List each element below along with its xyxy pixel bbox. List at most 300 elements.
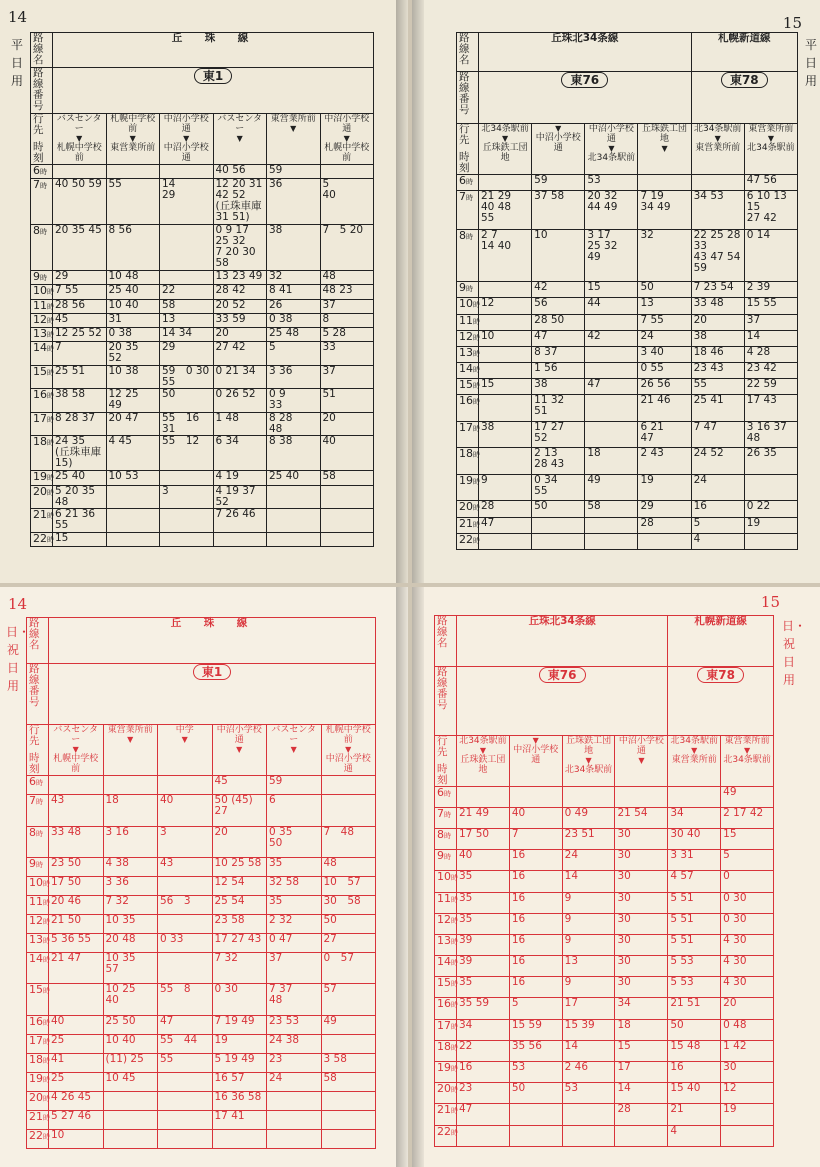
minute-cell: 50 bbox=[321, 915, 376, 934]
minute-cell: 5 bbox=[721, 850, 774, 871]
minute-cell: 16 bbox=[457, 1062, 510, 1083]
hour-number: 7 bbox=[437, 806, 444, 820]
minute-cell: 30 bbox=[615, 913, 668, 934]
minute-cell: 5 bbox=[267, 342, 321, 366]
minute-cell: 15 bbox=[615, 1040, 668, 1061]
minute-cell: 40 bbox=[457, 850, 510, 871]
sub-destination-name: 中沼小学校通 bbox=[325, 754, 371, 775]
sub-destination-name: 札幌中学校前 bbox=[324, 142, 370, 163]
title-row bbox=[27, 618, 376, 664]
minute-cell: 1 48 bbox=[213, 412, 267, 436]
hour-number: 6 bbox=[437, 785, 444, 799]
minute-cell: 4 bbox=[691, 533, 744, 549]
minute-cell: 0 30 bbox=[721, 892, 774, 913]
hour-cell bbox=[31, 532, 53, 546]
side-label: 日・祝日用 bbox=[782, 619, 807, 687]
minute-cell: 4 30 bbox=[721, 934, 774, 955]
hour-suffix: 時 bbox=[451, 1022, 458, 1031]
hour-suffix: 時 bbox=[40, 182, 47, 191]
destination-cell bbox=[585, 124, 638, 175]
minute-cell: 45 bbox=[212, 776, 267, 795]
hour-suffix: 時 bbox=[473, 333, 480, 342]
minute-cell: 25 40 bbox=[267, 471, 321, 485]
minute-cell bbox=[158, 915, 213, 934]
minute-cell: 58 bbox=[321, 1072, 376, 1091]
hour-row bbox=[27, 795, 376, 826]
arrow-down-icon: ▼ bbox=[661, 144, 668, 154]
hour-number: 20 bbox=[437, 1082, 451, 1096]
timetable bbox=[26, 617, 376, 1149]
minute-cell: 9 bbox=[562, 977, 615, 998]
page-number: 14 bbox=[8, 8, 28, 26]
minute-cell: 28 50 bbox=[532, 314, 585, 330]
hour-row bbox=[31, 485, 374, 509]
hour-row bbox=[457, 421, 798, 448]
minute-cell: 17 43 bbox=[744, 395, 797, 422]
minute-cell bbox=[267, 1129, 322, 1148]
minute-cell bbox=[49, 776, 104, 795]
hour-cell bbox=[31, 365, 53, 389]
minute-cell: 58 bbox=[160, 299, 214, 313]
route-number-cell bbox=[691, 72, 797, 124]
destination-cell bbox=[321, 725, 376, 776]
hour-suffix: 時 bbox=[43, 1094, 50, 1103]
minute-cell: 18 bbox=[103, 795, 158, 826]
destination-cell bbox=[562, 735, 615, 786]
hour-cell bbox=[31, 285, 53, 299]
minute-cell bbox=[267, 1110, 322, 1129]
minute-cell bbox=[103, 1110, 158, 1129]
hour-row bbox=[457, 298, 798, 314]
destination-name: 中沼小学校通 bbox=[588, 124, 634, 145]
arrow-down-icon: ▼ bbox=[532, 735, 539, 745]
hour-row bbox=[435, 892, 774, 913]
minute-cell: 8 37 bbox=[532, 346, 585, 362]
minute-cell: 15 39 bbox=[562, 1019, 615, 1040]
title-row bbox=[31, 33, 374, 68]
sub-destination-name: 北34条駅前 bbox=[564, 764, 613, 775]
hour-row bbox=[435, 1040, 774, 1061]
route-number-row bbox=[435, 667, 774, 735]
hour-suffix: 時 bbox=[47, 316, 54, 325]
hour-row bbox=[31, 342, 374, 366]
minute-cell: 14 bbox=[744, 330, 797, 346]
sub-destination-name: 東営業所前 bbox=[695, 143, 741, 154]
minute-cell: 27 bbox=[321, 934, 376, 953]
hour-cell bbox=[31, 328, 53, 342]
minute-cell: 20 47 bbox=[106, 412, 160, 436]
hour-suffix: 時 bbox=[43, 1113, 50, 1122]
hour-row bbox=[457, 230, 798, 282]
minute-cell: 25 54 bbox=[212, 896, 267, 915]
minute-cell: 28 42 bbox=[213, 285, 267, 299]
minute-cell: 37 bbox=[267, 953, 322, 984]
arrow-down-icon: ▼ bbox=[638, 755, 645, 765]
sub-destination-name: 東営業所前 bbox=[671, 754, 717, 765]
hour-cell bbox=[27, 934, 49, 953]
destination-cell bbox=[615, 735, 668, 786]
hour-suffix: 時 bbox=[43, 1018, 50, 1027]
hour-row bbox=[31, 532, 374, 546]
minute-cell bbox=[267, 485, 321, 509]
minute-cell: 4 30 bbox=[721, 977, 774, 998]
minute-cell: 50 (45) 27 bbox=[212, 795, 267, 826]
minute-cell: 10 bbox=[479, 330, 532, 346]
minute-cell: 32 58 bbox=[267, 877, 322, 896]
title-row bbox=[435, 616, 774, 667]
route-number-badge: 東1 bbox=[194, 68, 232, 84]
hour-row bbox=[27, 1091, 376, 1110]
hour-number: 13 bbox=[437, 933, 451, 947]
hour-number: 9 bbox=[459, 281, 466, 295]
hour-row bbox=[435, 934, 774, 955]
minute-cell: 59 0 30 55 bbox=[160, 365, 214, 389]
hour-suffix: 時 bbox=[473, 477, 480, 486]
hour-row bbox=[435, 828, 774, 849]
hour-suffix: 時 bbox=[473, 301, 480, 310]
minute-cell: 39 bbox=[457, 934, 510, 955]
minute-cell: 20 bbox=[213, 328, 267, 342]
hour-row bbox=[457, 175, 798, 191]
minute-cell: 2 32 bbox=[267, 915, 322, 934]
minute-cell: 6 21 36 55 bbox=[53, 509, 107, 533]
minute-cell: 5 40 bbox=[320, 179, 374, 225]
minute-cell: 5 19 49 bbox=[212, 1053, 267, 1072]
hour-cell bbox=[457, 517, 479, 533]
minute-cell: 35 bbox=[267, 857, 322, 876]
destination-label: 行 先 bbox=[33, 112, 44, 136]
hour-suffix: 時 bbox=[451, 1065, 458, 1074]
minute-cell: 3 bbox=[160, 485, 214, 509]
destination-name: 中沼小学校通 bbox=[324, 113, 370, 134]
minute-cell: 2 43 bbox=[638, 448, 691, 475]
destination-cell bbox=[267, 113, 321, 164]
minute-cell: 55 bbox=[106, 179, 160, 225]
hour-suffix: 時 bbox=[473, 451, 480, 460]
minute-cell: 23 43 bbox=[691, 363, 744, 379]
hour-suffix: 時 bbox=[43, 937, 50, 946]
hour-row bbox=[31, 412, 374, 436]
minute-cell: 30 58 bbox=[321, 896, 376, 915]
minute-cell: 20 46 bbox=[49, 896, 104, 915]
minute-cell: 49 bbox=[721, 786, 774, 807]
hour-suffix: 時 bbox=[40, 228, 47, 237]
destination-cell bbox=[532, 124, 585, 175]
timetable bbox=[30, 32, 374, 547]
timetable bbox=[456, 32, 798, 550]
hour-cell bbox=[31, 342, 53, 366]
minute-cell: 27 42 bbox=[213, 342, 267, 366]
hour-cell bbox=[27, 826, 49, 857]
destination-cell bbox=[212, 725, 267, 776]
minute-cell: 16 57 bbox=[212, 1072, 267, 1091]
minute-cell: 16 36 58 bbox=[212, 1091, 267, 1110]
route-title-2: 札幌新道線 bbox=[668, 616, 774, 667]
minute-cell: 51 bbox=[320, 389, 374, 413]
minute-cell: 25 40 bbox=[53, 471, 107, 485]
minute-cell bbox=[585, 517, 638, 533]
minute-cell: 17 50 bbox=[457, 828, 510, 849]
timetable-page-holiday-kita34 bbox=[412, 587, 820, 1167]
route-title: 丘 珠 線 bbox=[53, 33, 374, 68]
minute-cell: 19 bbox=[721, 1104, 774, 1125]
minute-cell: 33 bbox=[320, 342, 374, 366]
minute-cell: 8 56 bbox=[106, 225, 160, 271]
minute-cell: 5 36 55 bbox=[49, 934, 104, 953]
hour-row bbox=[31, 225, 374, 271]
hour-suffix: 時 bbox=[473, 349, 480, 358]
hour-suffix: 時 bbox=[451, 1107, 458, 1116]
hour-cell bbox=[31, 313, 53, 327]
hour-suffix: 時 bbox=[43, 1037, 50, 1046]
hour-cell bbox=[457, 346, 479, 362]
hour-row bbox=[31, 179, 374, 225]
minute-cell bbox=[638, 533, 691, 549]
hour-number: 14 bbox=[33, 341, 47, 355]
destination-name: 北34条駅前 bbox=[459, 735, 507, 746]
minute-cell: 10 45 bbox=[103, 1072, 158, 1091]
destination-cell bbox=[668, 735, 721, 786]
minute-cell bbox=[585, 421, 638, 448]
hour-number: 7 bbox=[33, 178, 40, 192]
minute-cell: 17 bbox=[615, 1062, 668, 1083]
minute-cell: 15 bbox=[585, 282, 638, 298]
minute-cell: 49 bbox=[321, 1015, 376, 1034]
minute-cell: 8 41 bbox=[267, 285, 321, 299]
arrow-down-icon: ▼ bbox=[691, 745, 698, 755]
destination-row bbox=[27, 725, 376, 776]
minute-cell: 53 bbox=[509, 1062, 562, 1083]
minute-cell bbox=[49, 984, 104, 1015]
hour-number: 9 bbox=[33, 270, 40, 283]
minute-cell: 28 bbox=[638, 517, 691, 533]
timetable-page-weekday-okadama bbox=[0, 0, 408, 583]
minute-cell: 7 19 49 bbox=[212, 1015, 267, 1034]
hour-number: 12 bbox=[29, 914, 43, 928]
minute-cell: 20 bbox=[320, 412, 374, 436]
hour-cell bbox=[27, 1015, 49, 1034]
minute-cell: 12 25 49 bbox=[106, 389, 160, 413]
minute-cell: 20 52 bbox=[213, 299, 267, 313]
hour-cell bbox=[457, 230, 479, 282]
side-label: 平日用 bbox=[804, 38, 817, 88]
minute-cell: 16 bbox=[509, 913, 562, 934]
minute-cell: 6 21 47 bbox=[638, 421, 691, 448]
route-number-badge: 東78 bbox=[697, 667, 744, 683]
hour-row bbox=[31, 164, 374, 178]
minute-cell: 17 27 52 bbox=[532, 421, 585, 448]
minute-cell: 16 bbox=[691, 501, 744, 517]
hour-suffix: 時 bbox=[36, 798, 43, 807]
minute-cell bbox=[479, 448, 532, 475]
hour-cell bbox=[27, 857, 49, 876]
minute-cell: 16 bbox=[509, 850, 562, 871]
destination-time-label bbox=[31, 113, 53, 164]
minute-cell: 16 bbox=[509, 956, 562, 977]
sub-destination-name: 北34条駅前 bbox=[723, 754, 771, 765]
hour-cell bbox=[31, 225, 53, 271]
minute-cell: 18 bbox=[585, 448, 638, 475]
minute-cell bbox=[158, 877, 213, 896]
minute-cell: 2 39 bbox=[744, 282, 797, 298]
minute-cell: 23 bbox=[457, 1083, 510, 1104]
hour-suffix: 時 bbox=[451, 1001, 458, 1010]
hour-suffix: 時 bbox=[47, 345, 54, 354]
minute-cell: 37 58 bbox=[532, 191, 585, 230]
hour-number: 17 bbox=[459, 420, 473, 434]
destination-name: 札幌中学校前 bbox=[110, 113, 156, 134]
page-gutter bbox=[396, 587, 408, 1167]
hour-suffix: 時 bbox=[40, 274, 47, 282]
minute-cell: 28 bbox=[479, 501, 532, 517]
destination-name: バスセンター bbox=[56, 113, 102, 134]
hour-cell bbox=[457, 379, 479, 395]
hour-cell bbox=[457, 298, 479, 314]
destination-name: 中学 bbox=[175, 725, 194, 736]
minute-cell: 50 bbox=[668, 1019, 721, 1040]
minute-cell: 4 45 bbox=[106, 436, 160, 471]
destination-name: 中沼小学校通 bbox=[163, 113, 209, 134]
hour-cell bbox=[457, 533, 479, 549]
sub-destination-name: 東営業所前 bbox=[110, 142, 156, 153]
minute-cell: 47 bbox=[532, 330, 585, 346]
hour-number: 18 bbox=[459, 447, 473, 461]
hour-suffix: 時 bbox=[473, 424, 480, 433]
page-number: 15 bbox=[760, 593, 780, 611]
hour-number: 20 bbox=[459, 500, 473, 514]
destination-cell bbox=[638, 124, 691, 175]
hour-row bbox=[27, 776, 376, 795]
minute-cell: 40 50 59 bbox=[53, 179, 107, 225]
route-number-cell bbox=[457, 667, 668, 735]
minute-cell: 37 bbox=[320, 365, 374, 389]
destination-name: 中沼小学校通 bbox=[216, 725, 262, 746]
minute-cell bbox=[615, 786, 668, 807]
minute-cell: 4 19 bbox=[213, 471, 267, 485]
minute-cell: 49 bbox=[585, 474, 638, 501]
minute-cell: 22 bbox=[160, 285, 214, 299]
minute-cell: 24 35 (丘珠車庫 15) bbox=[53, 436, 107, 471]
hour-suffix: 時 bbox=[451, 959, 458, 968]
hour-cell bbox=[31, 485, 53, 509]
hour-cell bbox=[457, 474, 479, 501]
hour-suffix: 時 bbox=[47, 535, 54, 544]
minute-cell: 12 54 bbox=[212, 877, 267, 896]
hour-suffix: 時 bbox=[43, 880, 50, 888]
hour-suffix: 時 bbox=[451, 1086, 458, 1095]
route-name-label: 路線名 bbox=[31, 33, 53, 68]
hour-number: 15 bbox=[437, 976, 451, 990]
hour-number: 12 bbox=[459, 329, 473, 343]
hour-suffix: 時 bbox=[47, 488, 54, 497]
arrow-down-icon: ▼ bbox=[714, 134, 721, 144]
minute-cell: 16 bbox=[509, 892, 562, 913]
hour-cell bbox=[435, 1019, 457, 1040]
hour-row bbox=[435, 977, 774, 998]
destination-name: 北34条駅前 bbox=[670, 735, 718, 746]
page-number: 15 bbox=[782, 14, 802, 32]
time-label: 時 刻 bbox=[437, 762, 448, 786]
minute-cell: 14 bbox=[562, 1040, 615, 1061]
hour-number: 21 bbox=[459, 516, 473, 530]
destination-name: 札幌中学校前 bbox=[325, 725, 371, 746]
minute-cell: 31 bbox=[106, 313, 160, 327]
destination-row bbox=[435, 735, 774, 786]
minute-cell: 30 bbox=[615, 956, 668, 977]
minute-cell: 7 5 20 bbox=[320, 225, 374, 271]
hour-row bbox=[27, 1110, 376, 1129]
minute-cell: 17 27 43 bbox=[212, 934, 267, 953]
hour-row bbox=[457, 346, 798, 362]
hour-suffix: 時 bbox=[43, 918, 50, 927]
minute-cell: 5 bbox=[509, 998, 562, 1019]
destination-name: 東営業所前 bbox=[724, 735, 770, 746]
minute-cell: 36 bbox=[267, 179, 321, 225]
minute-cell bbox=[320, 485, 374, 509]
hour-suffix: 時 bbox=[473, 317, 480, 326]
minute-cell bbox=[103, 776, 158, 795]
hour-cell bbox=[31, 271, 53, 285]
minute-cell bbox=[479, 175, 532, 191]
minute-cell: 48 bbox=[320, 271, 374, 285]
minute-cell: 25 41 bbox=[691, 395, 744, 422]
hour-number: 13 bbox=[33, 327, 47, 341]
page-number: 14 bbox=[8, 595, 28, 613]
minute-cell: 35 bbox=[457, 871, 510, 892]
minute-cell: 12 25 52 bbox=[53, 328, 107, 342]
hour-cell bbox=[31, 412, 53, 436]
hour-row bbox=[31, 436, 374, 471]
minute-cell: 57 bbox=[321, 984, 376, 1015]
hour-suffix: 時 bbox=[47, 415, 54, 424]
minute-cell: 23 51 bbox=[562, 828, 615, 849]
minute-cell: 23 58 bbox=[212, 915, 267, 934]
minute-cell: 55 8 bbox=[158, 984, 213, 1015]
minute-cell bbox=[321, 776, 376, 795]
hour-suffix: 時 bbox=[43, 1075, 50, 1084]
minute-cell: 25 bbox=[49, 1034, 104, 1053]
minute-cell: 0 38 bbox=[106, 328, 160, 342]
minute-cell bbox=[158, 776, 213, 795]
hour-row bbox=[457, 191, 798, 230]
time-label: 時 刻 bbox=[459, 151, 470, 175]
destination-row bbox=[457, 124, 798, 175]
minute-cell: 24 52 bbox=[691, 448, 744, 475]
minute-cell bbox=[479, 314, 532, 330]
minute-cell bbox=[585, 314, 638, 330]
minute-cell: (11) 25 bbox=[103, 1053, 158, 1072]
minute-cell: 10 48 bbox=[106, 271, 160, 285]
page-gutter bbox=[396, 0, 408, 583]
minute-cell: 3 17 25 32 49 bbox=[585, 230, 638, 282]
hour-cell bbox=[435, 956, 457, 977]
minute-cell: 1 56 bbox=[532, 363, 585, 379]
minute-cell: 0 47 bbox=[267, 934, 322, 953]
minute-cell: 30 bbox=[615, 934, 668, 955]
minute-cell: 0 35 50 bbox=[267, 826, 322, 857]
minute-cell bbox=[106, 164, 160, 178]
minute-cell: 15 59 bbox=[509, 1019, 562, 1040]
minute-cell: 9 bbox=[479, 474, 532, 501]
minute-cell bbox=[267, 509, 321, 533]
hour-number: 9 bbox=[437, 849, 444, 863]
hour-cell bbox=[27, 896, 49, 915]
minute-cell: 25 51 bbox=[53, 365, 107, 389]
minute-cell bbox=[103, 1129, 158, 1148]
hour-cell bbox=[27, 795, 49, 826]
minute-cell: 35 56 bbox=[509, 1040, 562, 1061]
hour-row bbox=[435, 1104, 774, 1125]
